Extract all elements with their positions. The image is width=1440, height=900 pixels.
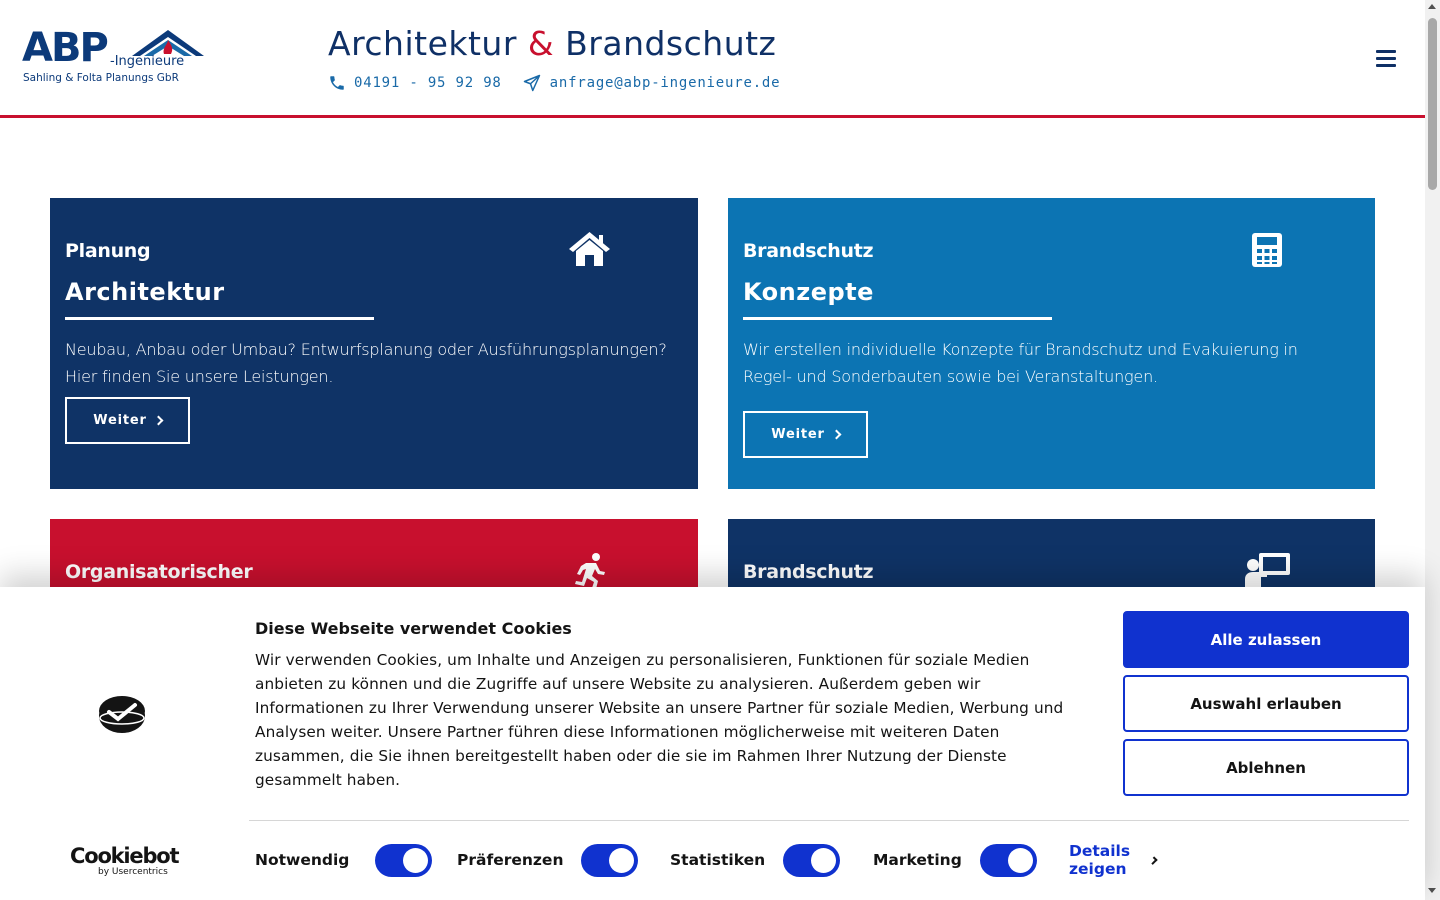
- cookie-divider: [249, 820, 1409, 821]
- toggle-label: Marketing: [873, 851, 962, 869]
- card-description: Neubau, Anbau oder Umbau? Entwurfsplanung oder Ausführungsplanungen? Hier finden Sie unsere Leistungen.: [65, 340, 667, 386]
- logo-abp-text: ABP: [22, 25, 107, 71]
- toggle-notwendig[interactable]: [255, 843, 432, 877]
- details-label: Details zeigen: [1069, 842, 1131, 878]
- card-heading: Architektur: [65, 278, 225, 306]
- toggle-switch[interactable]: [980, 844, 1037, 877]
- card-kicker: Organisatorischer: [65, 561, 253, 583]
- title-part-2: Brandschutz: [554, 24, 777, 63]
- title-part-1: Architektur: [328, 24, 528, 63]
- title-ampersand: &: [527, 24, 555, 63]
- card-architektur: [50, 198, 698, 489]
- logo-suffix: -Ingenieure: [110, 54, 185, 69]
- toggle-switch[interactable]: [375, 844, 432, 877]
- chevron-right-icon: [831, 430, 841, 440]
- toggle-statistiken[interactable]: [670, 843, 840, 877]
- cookiebot-by: by Usercentrics: [98, 867, 168, 877]
- deny-button[interactable]: Ablehnen: [1123, 739, 1409, 796]
- toggle-label: Statistiken: [670, 851, 766, 869]
- toggle-label: Präferenzen: [457, 851, 564, 869]
- house-icon: [569, 232, 610, 270]
- abp-logo[interactable]: [22, 26, 202, 90]
- details-show-link[interactable]: [1069, 843, 1155, 877]
- paper-plane-icon: [522, 74, 542, 92]
- contact-bar: [328, 73, 780, 93]
- toggle-marketing[interactable]: [873, 843, 1037, 877]
- toggle-switch[interactable]: [783, 844, 840, 877]
- card-kicker: Brandschutz: [743, 240, 874, 262]
- card-kicker: Planung: [65, 240, 151, 262]
- weiter-button[interactable]: [743, 411, 868, 458]
- card-divider: [743, 317, 1052, 320]
- card-kicker: Brandschutz: [743, 561, 874, 583]
- chevron-right-icon: [1149, 856, 1157, 864]
- cookiebot-logo-icon: [98, 694, 146, 738]
- hamburger-menu-icon[interactable]: [1376, 46, 1400, 70]
- email-link[interactable]: anfrage@abp-ingenieure.de: [549, 75, 781, 91]
- cookiebot-name: Cookiebot: [70, 844, 179, 868]
- cookie-title: Diese Webseite verwendet Cookies: [255, 619, 572, 638]
- card-divider: [65, 317, 374, 320]
- cookie-consent-banner: [0, 587, 1425, 900]
- chevron-right-icon: [153, 416, 163, 426]
- scroll-down-arrow-icon[interactable]: [1428, 888, 1436, 893]
- scroll-up-arrow-icon[interactable]: [1428, 4, 1436, 9]
- allow-selection-button[interactable]: Auswahl erlauben: [1123, 675, 1409, 732]
- page-scrollbar[interactable]: [1425, 0, 1440, 900]
- cookiebot-brand[interactable]: [70, 845, 178, 877]
- allow-all-button[interactable]: Alle zulassen: [1123, 611, 1409, 668]
- site-header: [0, 0, 1425, 118]
- button-label: Weiter: [771, 427, 825, 442]
- toggle-switch[interactable]: [581, 844, 638, 877]
- cookie-text: Wir verwenden Cookies, um Inhalte und Anzeigen zu personalisieren, Funktionen für soziale Medien anbieten zu können und die Zugriffe auf unsere Website zu analysieren. Außerdem geben wir Informationen zu Ihrer Verwendung unserer Website an unsere Partner für soziale Medien, Werbung und Analysen weiter. Unsere Partner führen diese Informationen möglicherweise mit weiteren Daten zusammen, die Sie ihnen bereitgestellt haben oder die sie im Rahmen Ihrer Nutzung der Dienste gesammelt haben.: [255, 651, 1064, 789]
- card-konzepte: [728, 198, 1375, 489]
- logo-company: Sahling & Folta Planungs GbR: [23, 72, 179, 84]
- phone-link[interactable]: 04191 - 95 92 98: [354, 75, 502, 91]
- calculator-icon: [1252, 233, 1282, 271]
- toggle-praeferenzen[interactable]: [457, 843, 638, 877]
- scrollbar-thumb[interactable]: [1428, 18, 1437, 190]
- card-description: Wir erstellen individuelle Konzepte für Brandschutz und Evakuierung in Regel- und Sonderbauten sowie bei Veranstaltungen.: [743, 340, 1298, 386]
- toggle-label: Notwendig: [255, 851, 350, 869]
- card-heading: Konzepte: [743, 278, 874, 306]
- phone-icon: [328, 74, 346, 92]
- weiter-button[interactable]: [65, 397, 190, 444]
- button-label: Weiter: [93, 413, 147, 428]
- site-title: [328, 24, 776, 63]
